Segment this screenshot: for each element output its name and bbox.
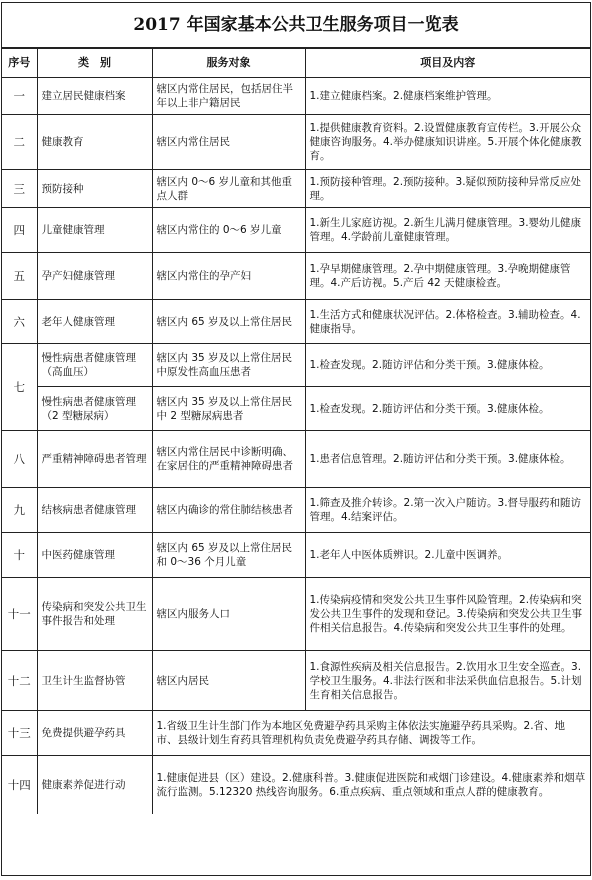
row-seq: 六: [2, 300, 37, 344]
row-category: 卫生计生监督协管: [37, 651, 152, 711]
table-row: [2, 488, 590, 533]
row-seq: 二: [2, 115, 37, 170]
row-category: 老年人健康管理: [37, 300, 152, 344]
row-seq: 八: [2, 431, 37, 488]
row-content: 1.孕早期健康管理。2.孕中期健康管理。3.孕晚期健康管理。4.产后访视。5.产后 42 天健康检查。: [305, 253, 590, 300]
row-content: 1.食源性疾病及相关信息报告。2.饮用水卫生安全巡查。3.学校卫生服务。4.非法行医和非法采供血信息报告。5.计划生育相关信息报告。: [305, 651, 590, 711]
table-row: [2, 651, 590, 711]
row-content: 1.新生儿家庭访视。2.新生儿满月健康管理。3.婴幼儿健康管理。4.学龄前儿童健康管理。: [305, 208, 590, 253]
row-category: 传染病和突发公共卫生事件报告和处理: [37, 578, 152, 651]
row-target: 辖区内常住居民: [152, 115, 305, 170]
row-category: 免费提供避孕药具: [37, 711, 152, 756]
table-row: [2, 756, 590, 814]
table-row: [2, 170, 590, 208]
row-content: 1.患者信息管理。2.随访评估和分类干预。3.健康体检。: [305, 431, 590, 488]
table-row: [2, 387, 590, 431]
row-content: 1.传染病疫情和突发公共卫生事件风险管理。2.传染病和突发公共卫生事件的发现和登记。3.传染病和突发公共卫生事件相关信息报告。4.传染病和突发公共卫生事件的处理。: [305, 578, 590, 651]
row-target: 辖区内 0～6 岁儿童和其他重点人群: [152, 170, 305, 208]
row-category: 儿童健康管理: [37, 208, 152, 253]
table-row: [2, 431, 590, 488]
row-seq: 九: [2, 488, 37, 533]
table-row: [2, 253, 590, 300]
row-content: 1.检查发现。2.随访评估和分类干预。3.健康体检。: [305, 344, 590, 387]
table-row: [2, 533, 590, 578]
table-row: [2, 578, 590, 651]
row-seq: 十三: [2, 711, 37, 756]
row-target: 辖区内常住居民中诊断明确、在家居住的严重精神障碍患者: [152, 431, 305, 488]
document-page: [1, 2, 591, 876]
table-row: [2, 115, 590, 170]
table-row: [2, 344, 590, 387]
row-content: 1.省级卫生计生部门作为本地区免费避孕药具采购主体依法实施避孕药具采购。2.省、地市、县级计划生育药具管理机构负责免费避孕药具存储、调拨等工作。: [152, 711, 590, 756]
table-row: [2, 300, 590, 344]
row-seq: 七: [2, 344, 37, 431]
row-target: 辖区内 35 岁及以上常住居民中 2 型糖尿病患者: [152, 387, 305, 431]
row-content: 1.生活方式和健康状况评估。2.体格检查。3.辅助检查。4.健康指导。: [305, 300, 590, 344]
page-title: 2017 年国家基本公共卫生服务项目一览表: [2, 3, 590, 48]
row-category: 健康教育: [37, 115, 152, 170]
row-target: 辖区内居民: [152, 651, 305, 711]
row-category: 慢性病患者健康管理（2 型糖尿病）: [37, 387, 152, 431]
row-seq: 四: [2, 208, 37, 253]
row-seq: 三: [2, 170, 37, 208]
row-content: 1.预防接种管理。2.预防接种。3.疑似预防接种异常反应处理。: [305, 170, 590, 208]
row-category: 预防接种: [37, 170, 152, 208]
row-category: 健康素养促进行动: [37, 756, 152, 814]
row-content: 1.检查发现。2.随访评估和分类干预。3.健康体检。: [305, 387, 590, 431]
row-category: 严重精神障碍患者管理: [37, 431, 152, 488]
row-seq: 十二: [2, 651, 37, 711]
header-seq: 序号: [2, 49, 37, 78]
row-target: 辖区内 65 岁及以上常住居民和 0～36 个月儿童: [152, 533, 305, 578]
services-table: [2, 48, 590, 814]
row-category: 建立居民健康档案: [37, 78, 152, 115]
row-target: 辖区内服务人口: [152, 578, 305, 651]
row-target: 辖区内常住的孕产妇: [152, 253, 305, 300]
row-target: 辖区内常住居民，包括居住半年以上非户籍居民: [152, 78, 305, 115]
row-seq: 五: [2, 253, 37, 300]
row-category: 孕产妇健康管理: [37, 253, 152, 300]
header-content: 项目及内容: [305, 49, 590, 78]
row-seq: 十一: [2, 578, 37, 651]
row-seq: 一: [2, 78, 37, 115]
row-target: 辖区内 65 岁及以上常住居民: [152, 300, 305, 344]
table-row: [2, 711, 590, 756]
row-target: 辖区内常住的 0～6 岁儿童: [152, 208, 305, 253]
row-content: 1.提供健康教育资料。2.设置健康教育宣传栏。3.开展公众健康咨询服务。4.举办健康知识讲座。5.开展个体化健康教育。: [305, 115, 590, 170]
header-category: 类 别: [37, 49, 152, 78]
row-target: 辖区内 35 岁及以上常住居民中原发性高血压患者: [152, 344, 305, 387]
row-category: 慢性病患者健康管理（高血压）: [37, 344, 152, 387]
row-target: 辖区内确诊的常住肺结核患者: [152, 488, 305, 533]
row-category: 中医药健康管理: [37, 533, 152, 578]
header-target: 服务对象: [152, 49, 305, 78]
row-seq: 十四: [2, 756, 37, 814]
row-content: 1.老年人中医体质辨识。2.儿童中医调养。: [305, 533, 590, 578]
row-seq: 十: [2, 533, 37, 578]
row-category: 结核病患者健康管理: [37, 488, 152, 533]
table-header-row: [2, 49, 590, 78]
row-content: 1.筛查及推介转诊。2.第一次入户随访。3.督导服药和随访管理。4.结案评估。: [305, 488, 590, 533]
row-content: 1.建立健康档案。2.健康档案维护管理。: [305, 78, 590, 115]
table-row: [2, 78, 590, 115]
row-content: 1.健康促进县（区）建设。2.健康科普。3.健康促进医院和戒烟门诊建设。4.健康素养和烟草流行监测。5.12320 热线咨询服务。6.重点疾病、重点领域和重点人群的健康教育。: [152, 756, 590, 814]
table-row: [2, 208, 590, 253]
